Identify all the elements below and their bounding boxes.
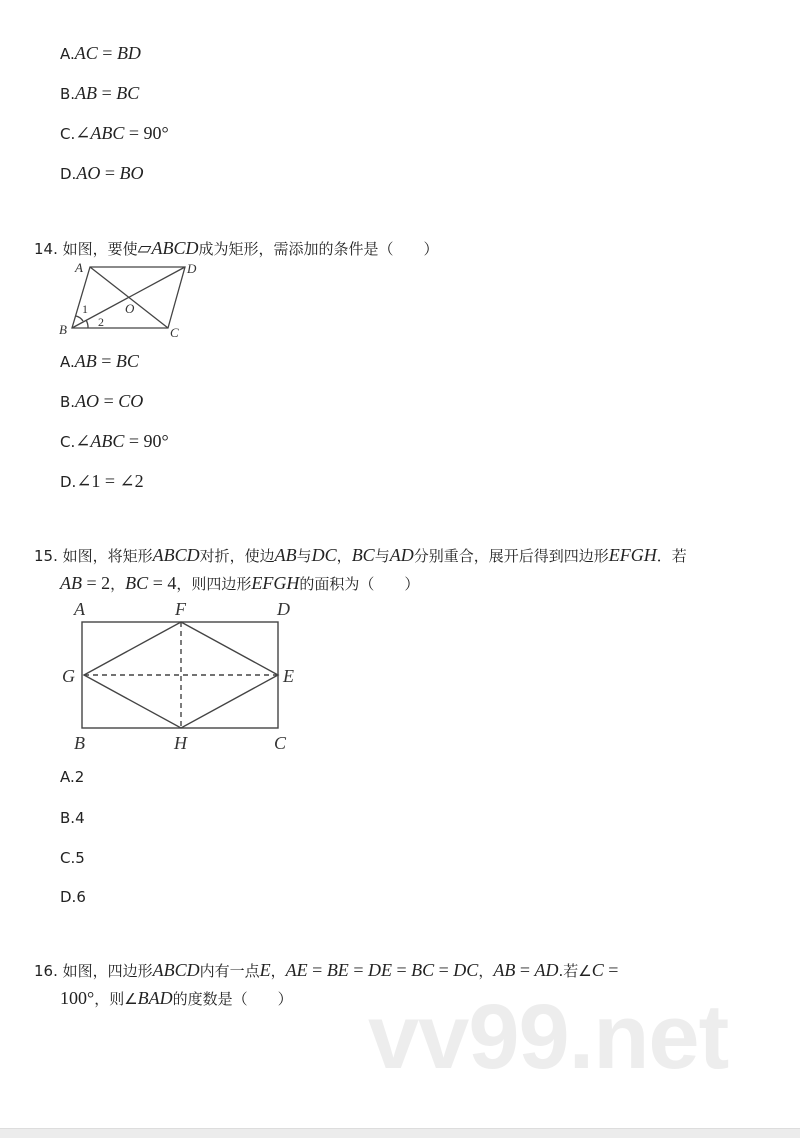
math-text: AE xyxy=(285,960,308,980)
text-segment: ．若 xyxy=(656,547,687,565)
text-segment: 15. 如图，将矩形 xyxy=(34,547,153,565)
text-segment: = 90° xyxy=(124,431,169,451)
watermark: vv99.net xyxy=(368,986,729,1088)
text-segment: ， xyxy=(270,962,286,980)
text-segment: = xyxy=(348,960,368,980)
math-text: AO xyxy=(76,163,101,183)
math-text: AB xyxy=(74,351,97,371)
math-text: BE xyxy=(326,960,349,980)
option-label: A. xyxy=(60,45,75,63)
math-text: ABC xyxy=(90,123,125,143)
text-segment: = xyxy=(603,960,619,980)
math-text: BAD xyxy=(137,988,173,1008)
text-segment: = 4 xyxy=(148,573,177,593)
text-segment: 16. 如图，四边形 xyxy=(34,962,153,980)
q15-option-c xyxy=(60,848,85,868)
label-a: A xyxy=(74,599,85,619)
math-text: AB xyxy=(60,573,82,593)
math-text: BC xyxy=(351,545,375,565)
option-label: D. xyxy=(60,888,77,906)
label-a: A xyxy=(75,260,83,275)
option-label: C. xyxy=(60,433,76,451)
option-label: B. xyxy=(60,393,76,411)
text-segment: ，则∠ xyxy=(94,990,138,1008)
option-label: A. xyxy=(60,768,75,786)
q15-option-b xyxy=(60,808,85,828)
text-segment: 与 xyxy=(296,547,312,565)
math-text: AC xyxy=(74,43,98,63)
math-text: ABCD xyxy=(152,960,200,980)
text-segment: 14. 如图，要使 xyxy=(34,240,138,258)
math-text: AO xyxy=(75,391,100,411)
math-text: ABC xyxy=(90,431,125,451)
label-b: B xyxy=(59,322,67,337)
math-text: ABCD xyxy=(152,545,200,565)
label-g: G xyxy=(62,666,75,686)
text-segment: = 2 xyxy=(82,573,111,593)
text-segment: 分别重合，展开后得到四边形 xyxy=(413,547,609,565)
text-segment: 4 xyxy=(75,809,85,827)
label-o: O xyxy=(125,301,135,316)
text-segment: = xyxy=(96,351,116,371)
q15-stem-line-2 xyxy=(60,573,419,594)
q14-option-a xyxy=(60,351,139,372)
text-segment: ， xyxy=(110,575,126,593)
q15-option-d xyxy=(60,887,86,907)
text-segment: ， xyxy=(478,962,494,980)
option-label: D. xyxy=(60,165,77,183)
math-text: AD xyxy=(534,960,559,980)
text-segment: ， xyxy=(336,547,352,565)
label-d: D xyxy=(277,599,290,619)
text-segment: ∠ xyxy=(75,431,91,451)
text-segment: 成为矩形，需添加的条件是（ ） xyxy=(198,240,439,258)
label-angle-1: 1 xyxy=(82,302,88,316)
text-segment: 与 xyxy=(374,547,390,565)
math-text: EFGH xyxy=(251,573,300,593)
label-angle-2: 2 xyxy=(98,315,104,329)
math-text: C xyxy=(591,960,604,980)
math-text: DC xyxy=(453,960,479,980)
math-text: BC xyxy=(115,351,139,371)
label-b: B xyxy=(74,733,85,753)
text-segment: 2 xyxy=(74,768,85,786)
text-segment: ，则四边形 xyxy=(176,575,252,593)
math-text: BO xyxy=(119,163,144,183)
text-segment: = xyxy=(307,960,327,980)
text-segment: ▱ xyxy=(137,238,152,258)
text-segment: .若∠ xyxy=(558,962,592,980)
text-segment: = xyxy=(434,960,454,980)
label-f: F xyxy=(175,599,186,619)
text-segment: = xyxy=(97,43,117,63)
q14-option-c xyxy=(60,431,169,452)
text-segment: 的面积为（ ） xyxy=(299,575,420,593)
text-segment: 对折，使边 xyxy=(199,547,275,565)
option-label: C. xyxy=(60,849,76,867)
math-text: CO xyxy=(118,391,144,411)
option-label: B. xyxy=(60,809,76,827)
math-text: EFGH xyxy=(608,545,657,565)
text-segment: ∠ xyxy=(75,123,91,143)
q14-option-d xyxy=(60,471,144,492)
q15-option-a xyxy=(60,767,84,787)
math-text: AB xyxy=(274,545,297,565)
math-text: DC xyxy=(311,545,337,565)
angle-2-arc xyxy=(86,320,88,328)
text-segment: 的度数是（ ） xyxy=(172,990,293,1008)
option-label: A. xyxy=(60,353,75,371)
text-segment: 6 xyxy=(76,888,86,906)
label-c: C xyxy=(274,733,287,753)
text-segment: = xyxy=(391,960,412,980)
math-text: BC xyxy=(411,960,435,980)
text-segment: 内有一点 xyxy=(199,962,260,980)
q14-option-b xyxy=(60,391,143,412)
math-text: DE xyxy=(367,960,392,980)
text-segment: = 90° xyxy=(124,123,169,143)
label-d: D xyxy=(187,261,197,276)
math-text: E xyxy=(259,960,271,980)
math-text: AB xyxy=(493,960,516,980)
text-segment: 100° xyxy=(60,988,95,1008)
text-segment: 5 xyxy=(75,849,85,867)
math-text: AD xyxy=(389,545,414,565)
text-segment: = xyxy=(99,391,119,411)
text-segment: ∠1 = ∠2 xyxy=(76,471,144,491)
math-text: ABCD xyxy=(151,238,199,258)
angle-1-arc xyxy=(76,316,83,321)
option-label: D. xyxy=(60,473,77,491)
label-h: H xyxy=(174,733,187,753)
diagonal-bd xyxy=(72,267,185,328)
option-label: C. xyxy=(60,125,76,143)
math-text: BD xyxy=(116,43,141,63)
text-segment: = xyxy=(515,960,535,980)
math-text: BC xyxy=(125,573,149,593)
q16-stem-line-1 xyxy=(34,960,618,981)
label-c: C xyxy=(170,325,179,340)
option-label: B. xyxy=(60,85,76,103)
q16-stem-line-2 xyxy=(60,988,293,1009)
text-segment: = xyxy=(100,163,120,183)
math-text: AB xyxy=(75,83,98,103)
text-segment: = xyxy=(97,83,117,103)
label-e: E xyxy=(283,666,294,686)
q15-stem-line-1 xyxy=(34,545,687,566)
math-text: BC xyxy=(116,83,140,103)
